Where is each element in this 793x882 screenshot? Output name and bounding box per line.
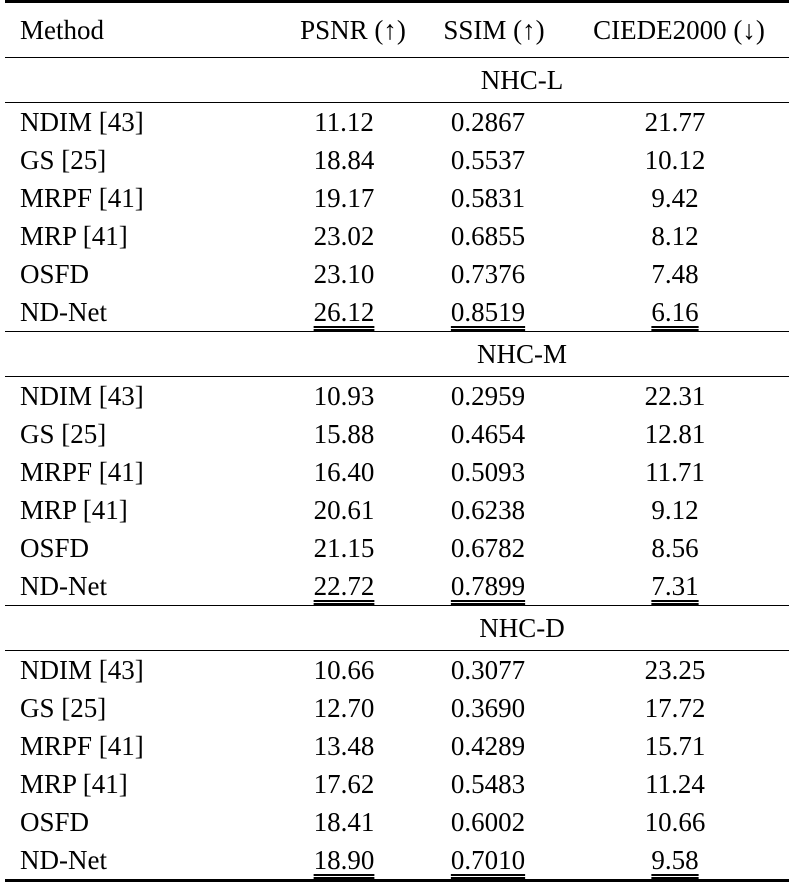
ciede-cell: 11.24 (645, 769, 705, 799)
table-row (5, 689, 789, 727)
method-cell: GS [25] (20, 419, 107, 449)
table-row-second-best (5, 255, 789, 293)
ciede-cell: 21.77 (644, 107, 706, 137)
ciede-cell: 10.66 (644, 807, 706, 837)
ciede-cell: 15.71 (644, 731, 706, 761)
ssim-cell: 0.5483 (450, 769, 526, 799)
ssim-cell (415, 841, 561, 881)
table-row (5, 179, 789, 217)
table-row (5, 765, 789, 803)
table-row (5, 217, 789, 255)
header-ssim: SSIM (↑) (415, 2, 561, 58)
method-cell: NDIM [43] (20, 381, 144, 411)
method-cell: GS [25] (20, 145, 107, 175)
group-nhc-m (5, 332, 789, 606)
ssim-cell: 0.6855 (450, 221, 526, 251)
ciede-cell: 9.12 (651, 495, 699, 525)
psnr-cell: 10.66 (313, 655, 375, 685)
table-row (5, 415, 789, 453)
table-row (5, 491, 789, 529)
method-cell: NDIM [43] (20, 655, 144, 685)
header-method: Method (5, 2, 255, 58)
ciede-cell: 17.72 (644, 693, 706, 723)
ssim-cell: 0.2959 (450, 381, 526, 411)
table-row-best (5, 293, 789, 332)
ciede-value: 9.58 (651, 845, 699, 875)
ssim-cell: 0.6782 (450, 533, 526, 563)
table-row (5, 453, 789, 491)
method-cell: ND-Net (5, 841, 255, 881)
psnr-cell: 20.61 (313, 495, 375, 525)
table-row-best (5, 841, 789, 881)
ssim-cell: 0.3690 (450, 693, 526, 723)
ssim-cell: 0.4654 (450, 419, 526, 449)
method-cell: GS [25] (20, 693, 107, 723)
table-row (5, 377, 789, 416)
method-cell: MRPF [41] (20, 183, 144, 213)
ssim-cell: 0.5831 (450, 183, 526, 213)
ssim-cell: 0.6002 (450, 807, 526, 837)
psnr-cell (255, 567, 415, 606)
ciede-cell (561, 293, 789, 332)
table-row-best (5, 567, 789, 606)
table-row-second-best (5, 529, 789, 567)
group-header-row (5, 58, 789, 103)
psnr-cell (255, 841, 415, 881)
ssim-cell (415, 567, 561, 606)
header-psnr: PSNR (↑) (255, 2, 415, 58)
psnr-cell: 23.10 (313, 259, 375, 289)
ciede-cell: 11.71 (645, 457, 705, 487)
ciede-cell (561, 841, 789, 881)
ssim-cell: 0.6238 (450, 495, 526, 525)
ssim-value: 0.7899 (450, 571, 526, 601)
psnr-cell: 18.41 (313, 807, 375, 837)
results-table (5, 0, 789, 882)
ciede-cell (561, 567, 789, 606)
group-nhc-l (5, 58, 789, 332)
ciede-cell: 7.48 (651, 259, 699, 289)
psnr-cell: 10.93 (313, 381, 375, 411)
ciede-cell: 10.12 (644, 145, 706, 175)
ssim-cell: 0.5537 (450, 145, 526, 175)
psnr-cell: 23.02 (313, 221, 375, 251)
header-ciede: CIEDE2000 (↓) (561, 2, 789, 58)
method-cell: OSFD (20, 533, 90, 563)
method-cell: OSFD (20, 807, 90, 837)
psnr-cell: 18.84 (313, 145, 375, 175)
ssim-value: 0.8519 (450, 297, 526, 327)
group-label: NHC-D (255, 606, 789, 651)
ciede-cell: 8.12 (651, 221, 699, 251)
psnr-value: 18.90 (313, 845, 375, 875)
method-cell: MRPF [41] (20, 731, 144, 761)
ciede-cell: 9.42 (651, 183, 699, 213)
table-row (5, 727, 789, 765)
header-row (5, 2, 789, 58)
ssim-cell (415, 293, 561, 332)
psnr-cell: 15.88 (313, 419, 375, 449)
ssim-value: 0.7010 (450, 845, 526, 875)
psnr-cell: 11.12 (314, 107, 374, 137)
table-row (5, 141, 789, 179)
group-label: NHC-M (255, 332, 789, 377)
group-label: NHC-L (255, 58, 789, 103)
ssim-cell: 0.2867 (450, 107, 526, 137)
method-cell: MRPF [41] (20, 457, 144, 487)
table-row-second-best (5, 803, 789, 841)
method-cell: NDIM [43] (20, 107, 144, 137)
ciede-cell: 22.31 (644, 381, 706, 411)
ssim-cell: 0.4289 (450, 731, 526, 761)
group-header-row (5, 332, 789, 377)
ciede-cell: 12.81 (644, 419, 706, 449)
method-cell: MRP [41] (20, 221, 128, 251)
method-cell: ND-Net (5, 567, 255, 606)
table-row (5, 103, 789, 142)
psnr-cell: 17.62 (313, 769, 375, 799)
method-cell: ND-Net (5, 293, 255, 332)
psnr-cell: 12.70 (313, 693, 375, 723)
ciede-value: 6.16 (651, 297, 699, 327)
table-row (5, 651, 789, 690)
group-nhc-d (5, 606, 789, 881)
ciede-value: 7.31 (651, 571, 699, 601)
psnr-value: 26.12 (313, 297, 375, 327)
psnr-value: 22.72 (313, 571, 375, 601)
psnr-cell (255, 293, 415, 332)
ssim-cell: 0.3077 (450, 655, 526, 685)
psnr-cell: 16.40 (313, 457, 375, 487)
method-cell: MRP [41] (20, 495, 128, 525)
method-cell: OSFD (20, 259, 90, 289)
psnr-cell: 21.15 (313, 533, 375, 563)
ssim-cell: 0.7376 (450, 259, 526, 289)
ciede-cell: 23.25 (644, 655, 706, 685)
psnr-cell: 19.17 (313, 183, 375, 213)
psnr-cell: 13.48 (313, 731, 375, 761)
ssim-cell: 0.5093 (450, 457, 526, 487)
group-header-row (5, 606, 789, 651)
method-cell: MRP [41] (20, 769, 128, 799)
ciede-cell: 8.56 (651, 533, 699, 563)
